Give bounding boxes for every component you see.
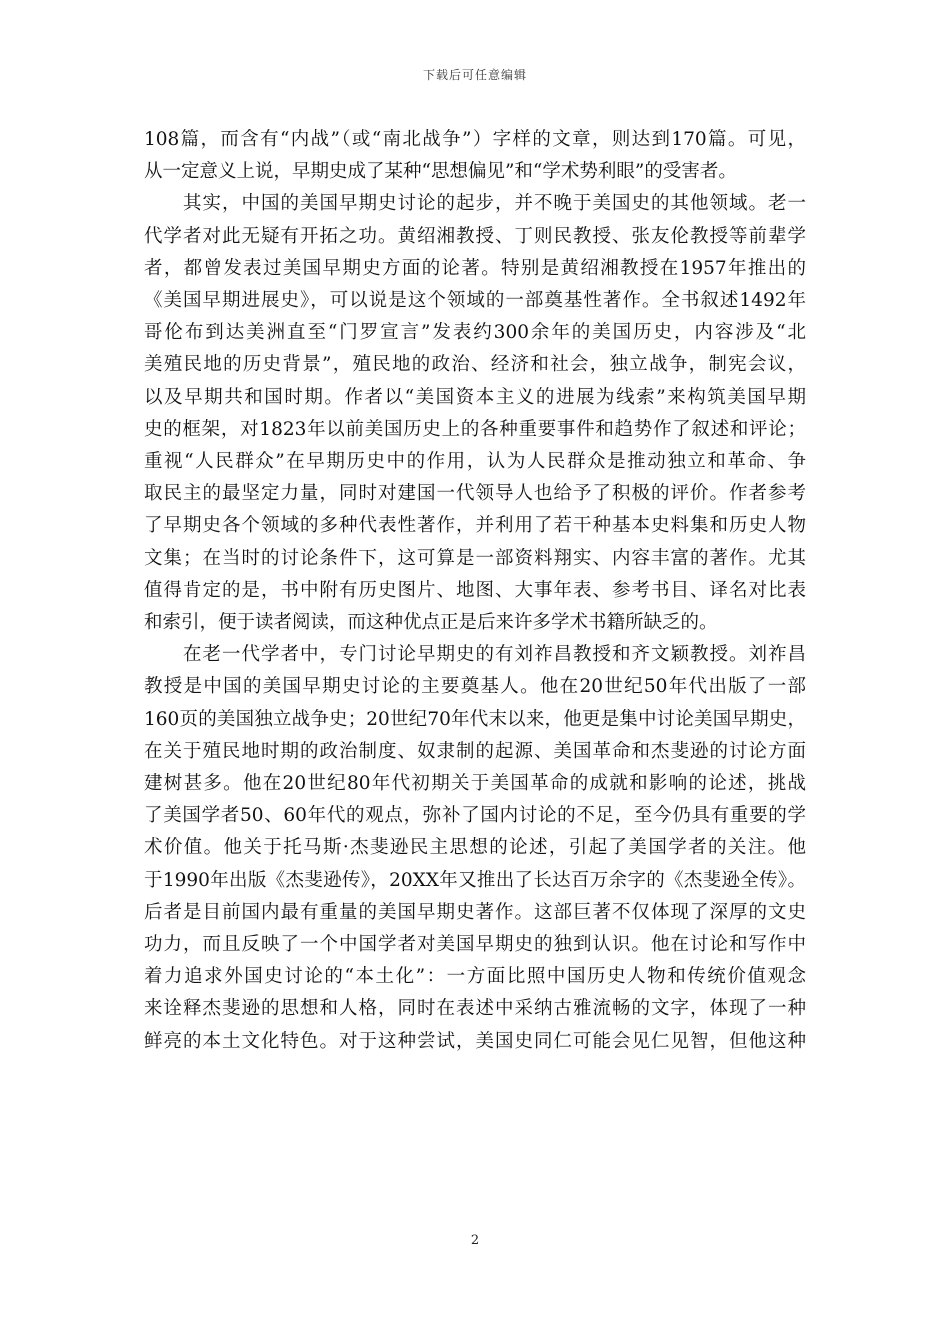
document-body — [144, 124, 806, 1058]
text-line: 文集；在当时的讨论条件下，这可算是一部资料翔实、内容丰富的著作。尤其 — [144, 547, 806, 569]
paragraph-3 — [144, 639, 806, 1058]
text-line: 术价值。他关于托马斯·杰斐逊民主思想的论述，引起了美国学者的关注。他 — [144, 837, 806, 859]
text-line: 重视“人民群众”在早期历史中的作用，认为人民群众是推动独立和革命、争 — [144, 451, 806, 473]
page-number: 2 — [470, 1233, 480, 1248]
text-line: 取民主的最坚定力量，同时对建国一代领导人也给予了积极的评价。作者参考 — [144, 483, 806, 505]
text-line: 着力追求外国史讨论的“本土化”：一方面比照中国历史人物和传统价值观念 — [144, 966, 806, 988]
text-line: 160页的美国独立战争史；20世纪70年代末以来，他更是集中讨论美国早期史， — [144, 708, 806, 730]
text-line: 和索引，便于读者阅读，而这种优点正是后来许多学术书籍所缺乏的。 — [144, 612, 718, 634]
text-line: 教授是中国的美国早期史讨论的主要奠基人。他在20世纪50年代出版了一部 — [144, 676, 806, 698]
text-line: 来诠释杰斐逊的思想和人格，同时在表述中采纳古雅流畅的文字，体现了一种 — [144, 998, 806, 1020]
text-line: 以及早期共和国时期。作者以“美国资本主义的进展为线索”来构筑美国早期 — [144, 386, 806, 408]
text-line: 后者是目前国内最有重量的美国早期史著作。这部巨著不仅体现了深厚的文史 — [144, 901, 806, 923]
text-line: 功力，而且反映了一个中国学者对美国早期史的独到认识。他在讨论和写作中 — [144, 934, 806, 956]
text-line: 于1990年出版《杰斐逊传》，20XX年又推出了长达百万余字的《杰斐逊全传》。 — [144, 869, 806, 891]
text-line: 其实，中国的美国早期史讨论的起步，并不晚于美国史的其他领域。老一 — [144, 193, 806, 215]
text-line: 从一定意义上说，早期史成了某种“思想偏见”和“学术势利眼”的受害者。 — [144, 161, 737, 183]
text-line: 鲜亮的本土文化特色。对于这种尝试，美国史同仁可能会见仁见智，但他这种 — [144, 1030, 806, 1052]
text-line: 在关于殖民地时期的政治制度、奴隶制的起源、美国革命和杰斐逊的讨论方面 — [144, 740, 806, 762]
text-line: 值得肯定的是，书中附有历史图片、地图、大事年表、参考书目、译名对比表 — [144, 579, 806, 601]
text-line: 了美国学者50、60年代的观点，弥补了国内讨论的不足，至今仍具有重要的学 — [144, 805, 806, 827]
text-line: 了早期史各个领域的多种代表性著作，并利用了若干种基本史料集和历史人物 — [144, 515, 806, 537]
text-line: 《美国早期进展史》，可以说是这个领域的一部奠基性著作。全书叙述1492年 — [144, 290, 806, 312]
paragraph-1 — [144, 124, 806, 188]
paragraph-2 — [144, 188, 806, 639]
text-line: 史的框架，对1823年以前美国历史上的各种重要事件和趋势作了叙述和评论； — [144, 418, 806, 440]
page-header: 下载后可任意编辑 — [422, 68, 527, 82]
text-line: 代学者对此无疑有开拓之功。黄绍湘教授、丁则民教授、张友伦教授等前辈学 — [144, 225, 806, 247]
text-line: 美殖民地的历史背景”，殖民地的政治、经济和社会，独立战争，制宪会议， — [144, 354, 806, 376]
text-line: 哥伦布到达美洲直至“门罗宣言”发表约300余年的美国历史，内容涉及“北 — [144, 322, 806, 344]
text-line: 108篇，而含有“内战”（或“南北战争”）字样的文章，则达到170篇。可见， — [144, 129, 806, 150]
text-line: 者，都曾发表过美国早期史方面的论著。特别是黄绍湘教授在1957年推出的 — [144, 257, 806, 279]
text-line: 建树甚多。他在20世纪80年代初期关于美国革命的成就和影响的论述，挑战 — [144, 773, 806, 795]
text-line: 在老一代学者中，专门讨论早期史的有刘祚昌教授和齐文颖教授。刘祚昌 — [144, 644, 806, 666]
